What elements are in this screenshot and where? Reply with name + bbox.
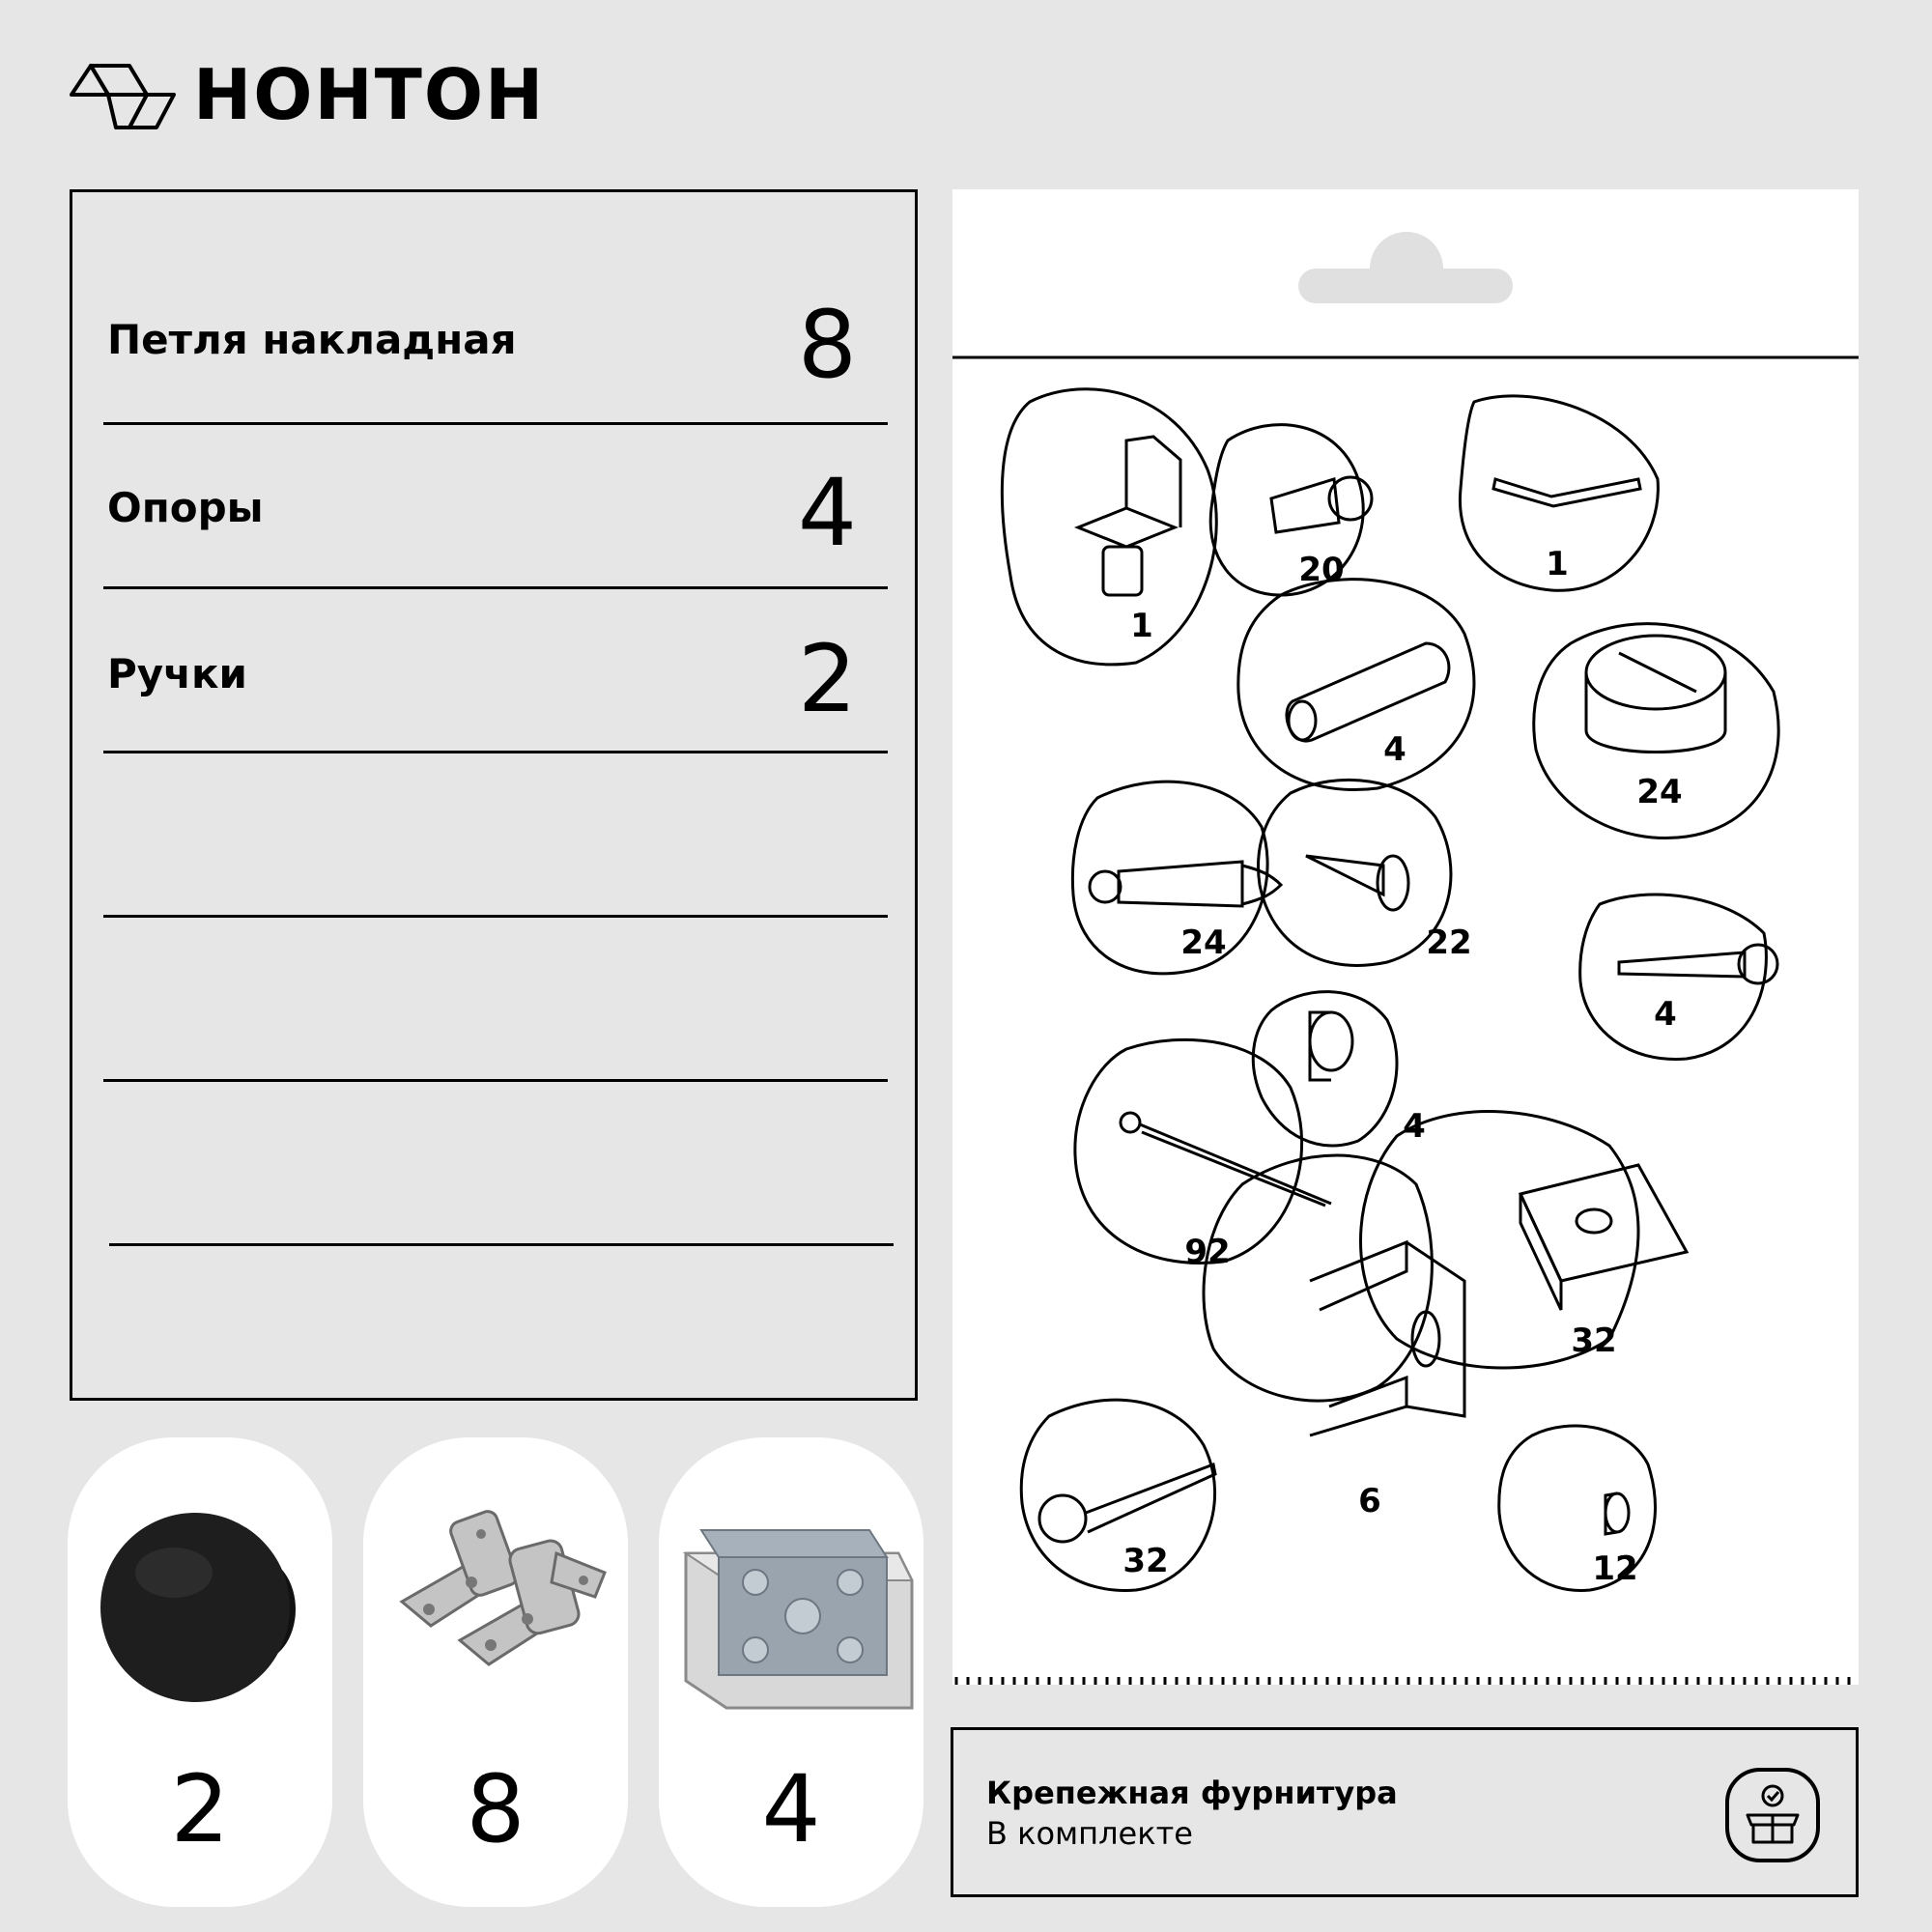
info-subtitle: В комплекте: [986, 1815, 1193, 1852]
part-qty: 20: [1298, 551, 1345, 589]
product-qty: 2: [170, 1755, 230, 1863]
product-tile-hinge: [363, 1437, 628, 1907]
divider: [103, 751, 888, 753]
contents-list: [70, 189, 918, 1401]
part-qty: 4: [1654, 995, 1677, 1034]
row-qty: 4: [797, 459, 857, 567]
product-qty: 4: [761, 1755, 821, 1863]
blob: [1002, 389, 1216, 665]
part-qty: 1: [1130, 607, 1153, 645]
product-qty: 8: [466, 1755, 526, 1863]
row-qty: 8: [797, 291, 857, 399]
divider: [103, 915, 888, 918]
knob-handle-icon: [68, 1437, 332, 1727]
overlay-hinge-icon: [363, 1437, 628, 1727]
part-qty: 32: [1122, 1542, 1169, 1580]
brand-name: НОНТОН: [193, 54, 546, 135]
part-qty: 24: [1636, 773, 1683, 811]
row-label: Опоры: [107, 484, 264, 531]
part-qty: 4: [1403, 1107, 1426, 1146]
box-check-icon: [1724, 1767, 1821, 1863]
part-qty: 12: [1592, 1549, 1638, 1588]
divider: [109, 1243, 894, 1246]
product-tile-knob: [68, 1437, 332, 1907]
row-label: Ручки: [107, 650, 247, 697]
divider: [103, 422, 888, 425]
hardware-bag: [952, 189, 1859, 1685]
part-qty: 32: [1571, 1321, 1617, 1360]
part-qty: 6: [1358, 1482, 1381, 1520]
part-qty: 4: [1383, 730, 1406, 769]
furniture-foot-icon: [659, 1437, 923, 1727]
part-qty: 92: [1184, 1233, 1231, 1271]
part-qty: 24: [1180, 923, 1227, 962]
info-title: Крепежная фурнитура: [986, 1775, 1398, 1811]
nonton-logo-icon: [70, 58, 176, 135]
hardware-bag-drawing: [952, 189, 1859, 1685]
divider: [103, 1079, 888, 1082]
product-tile-foot: [659, 1437, 923, 1907]
row-qty: 2: [797, 625, 857, 733]
divider: [103, 586, 888, 589]
info-panel: [951, 1727, 1859, 1897]
row-label: Петля накладная: [107, 316, 517, 363]
part-qty: 1: [1546, 545, 1569, 583]
part-qty: 22: [1426, 923, 1472, 962]
